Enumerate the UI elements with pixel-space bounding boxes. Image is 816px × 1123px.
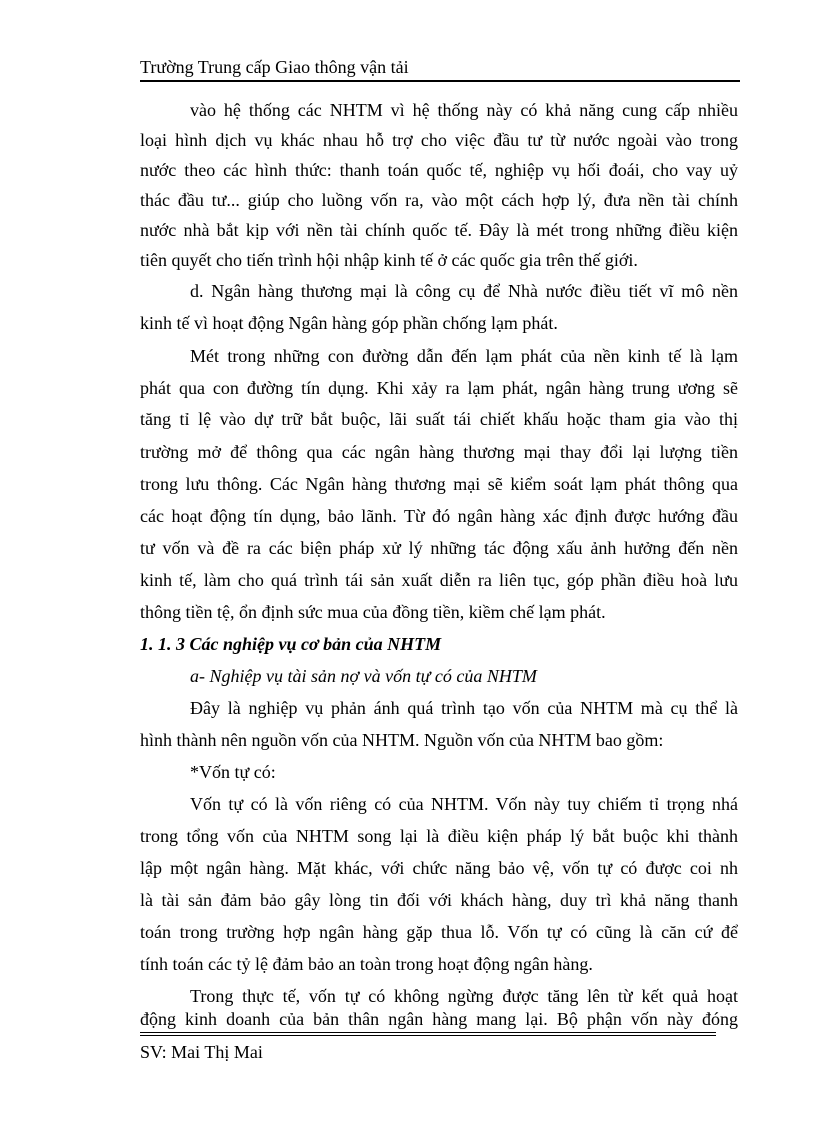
body-line: lập một ngân hàng. Mặt khác, với chức năng bảo vệ, vốn tự có được coi nh: [140, 858, 738, 878]
body-line: Trong thực tế, vốn tự có không ngừng được tăng lên từ kết quả hoạt: [190, 986, 738, 1006]
body-line: kinh tế vì hoạt động Ngân hàng góp phần chống lạm phát.: [140, 313, 558, 333]
body-line: d. Ngân hàng thương mại là công cụ để Nhà nước điều tiết vĩ mô nền: [190, 281, 738, 301]
body-line: Mét trong những con đường dẫn đến lạm phát của nền kinh tế là lạm: [190, 346, 738, 366]
body-line: Đây là nghiệp vụ phản ánh quá trình tạo vốn của NHTM mà cụ thể là: [190, 698, 738, 718]
body-line: hình thành nên nguồn vốn của NHTM. Nguồn vốn của NHTM bao gồm:: [140, 730, 664, 750]
body-line: nước theo các hình thức: thanh toán quốc tế, nghiệp vụ hối đoái, cho vay uỷ: [140, 160, 738, 180]
subsection-label: *Vốn tự có:: [190, 762, 276, 782]
body-line: thác đầu tư... giúp cho luồng vốn ra, vào một cách hợp lý, đưa nền tài chính: [140, 190, 738, 210]
body-line: tăng tỉ lệ vào dự trữ bắt buộc, lãi suất tái chiết khấu hoặc tham gia vào thị: [140, 409, 738, 429]
body-line: các hoạt động tín dụng, bảo lãnh. Từ đó ngân hàng xác định được hướng đầu: [140, 506, 738, 526]
body-line: phát qua con đường tín dụng. Khi xảy ra lạm phát, ngân hàng trung ương sẽ: [140, 378, 738, 398]
header-rule: [140, 80, 740, 82]
body-line: loại hình dịch vụ khác nhau hỗ trợ cho việc đầu tư từ nước ngoài vào trong: [140, 130, 738, 150]
page-header-title: Trường Trung cấp Giao thông vận tải: [140, 57, 409, 77]
body-line: toán trong trường hợp ngân hàng gặp thua lỗ. Vốn tự có cũng là căn cứ để: [140, 922, 738, 942]
body-line: trong tổng vốn của NHTM song lại là điều kiện pháp lý bắt buộc khi thành: [140, 826, 738, 846]
body-line: kinh tế, làm cho quá trình tái sản xuất diễn ra liên tục, góp phần điều hoà lưu: [140, 570, 738, 590]
body-line: tính toán các tỷ lệ đảm bảo an toàn trong hoạt động ngân hàng.: [140, 954, 593, 974]
footer-student-name: SV: Mai Thị Mai: [140, 1042, 263, 1062]
body-line: Vốn tự có là vốn riêng có của NHTM. Vốn này tuy chiếm tỉ trọng nhá: [190, 794, 738, 814]
body-line: vào hệ thống các NHTM vì hệ thống này có khả năng cung cấp nhiều: [190, 100, 738, 120]
body-line: trong lưu thông. Các Ngân hàng thương mại sẽ kiểm soát lạm phát thông qua: [140, 474, 738, 494]
body-line: thông tiền tệ, ổn định sức mua của đồng tiền, kiềm chế lạm phát.: [140, 602, 606, 622]
footer-rule: [140, 1035, 716, 1036]
body-line: trường mở để thông qua các ngân hàng thương mại thay đổi lại lượng tiền: [140, 442, 738, 462]
body-line: nước nhà bắt kịp với nền tài chính quốc tế. Đây là mét trong những điều kiện: [140, 220, 738, 240]
body-line: là tài sản đảm bảo gây lòng tin đối với khách hàng, duy trì khả năng thanh: [140, 890, 738, 910]
body-line: tư vốn và đề ra các biện pháp xử lý những tác động xấu ảnh hưởng đến nền: [140, 538, 738, 558]
footer-rule: [140, 1032, 716, 1033]
body-line: tiên quyết cho tiến trình hội nhập kinh tế ở các quốc gia trên thế giới.: [140, 250, 638, 270]
subsection-heading: a- Nghiệp vụ tài sản nợ và vốn tự có của NHTM: [190, 666, 537, 686]
body-line: động kinh doanh của bản thân ngân hàng mang lại. Bộ phận vốn này đóng: [140, 1009, 738, 1029]
section-heading: 1. 1. 3 Các nghiệp vụ cơ bản của NHTM: [140, 634, 442, 654]
